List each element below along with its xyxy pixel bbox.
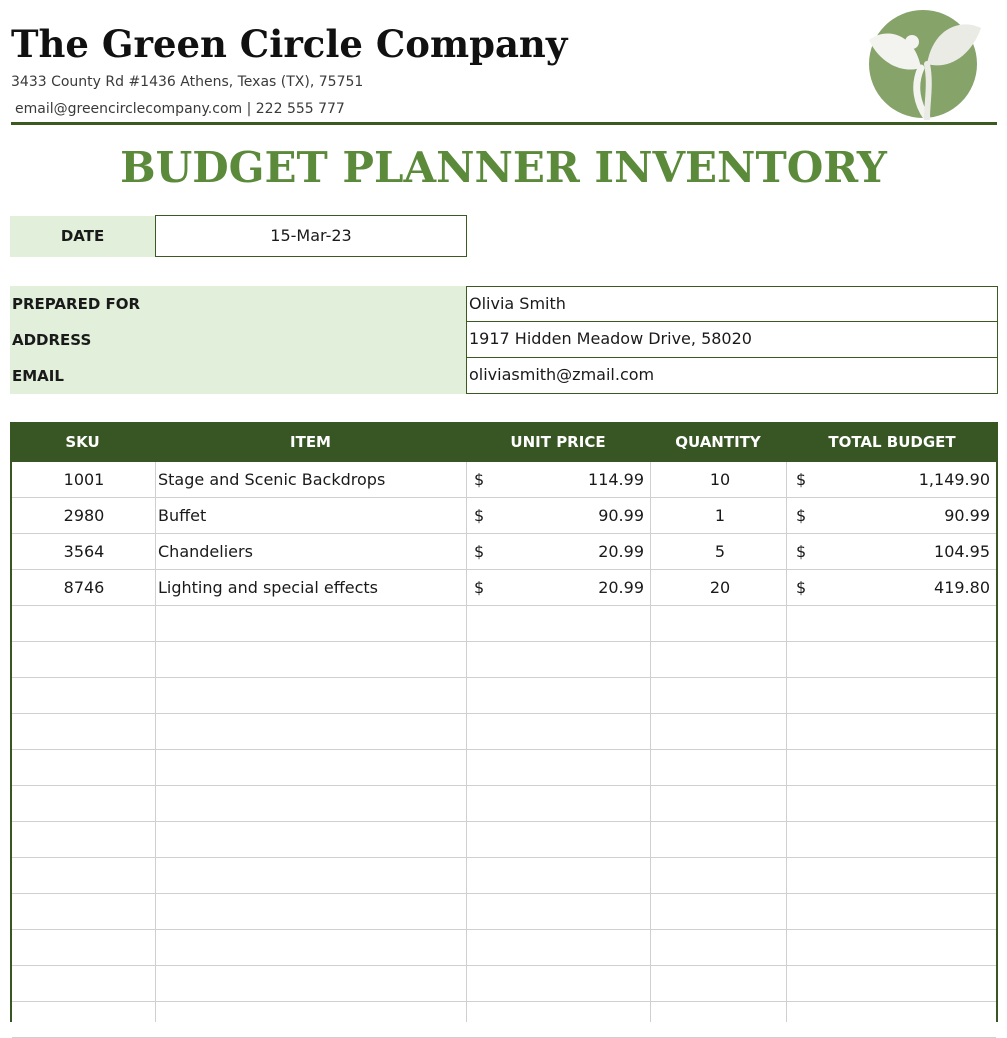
prepared-for-field[interactable]: Olivia Smith — [466, 286, 998, 322]
unit-price-currency-cell[interactable]: $ — [474, 470, 485, 489]
table-row[interactable] — [12, 570, 996, 606]
sku-cell[interactable]: 3564 — [63, 542, 105, 561]
unit-price-currency-cell[interactable]: $ — [474, 578, 485, 597]
budget-table — [10, 462, 998, 1022]
empty-table-row[interactable] — [12, 642, 996, 678]
empty-table-row[interactable] — [12, 714, 996, 750]
company-contact: email@greencirclecompany.com | 222 555 777 — [15, 101, 345, 117]
total-budget-cell[interactable]: 419.80 — [934, 578, 990, 597]
company-address: 3433 County Rd #1436 Athens, Texas (TX), 75751 — [11, 74, 364, 90]
address-field[interactable]: 1917 Hidden Meadow Drive, 58020 — [466, 322, 998, 358]
email-field[interactable]: oliviasmith@zmail.com — [466, 358, 998, 394]
column-header-unit-price[interactable]: UNIT PRICE — [510, 433, 606, 451]
total-budget-currency-cell[interactable]: $ — [796, 470, 807, 489]
address-label: ADDRESS — [10, 322, 466, 358]
unit-price-cell[interactable]: 20.99 — [598, 542, 644, 561]
quantity-cell[interactable]: 10 — [709, 470, 731, 489]
empty-table-row[interactable] — [12, 786, 996, 822]
table-header — [10, 422, 998, 462]
document-title: BUDGET PLANNER INVENTORY — [120, 143, 887, 192]
item-cell[interactable]: Stage and Scenic Backdrops — [158, 470, 386, 489]
sku-cell[interactable]: 2980 — [63, 506, 105, 525]
total-budget-cell[interactable]: 1,149.90 — [918, 470, 990, 489]
leaf-person-logo-icon — [865, 6, 983, 120]
total-budget-cell[interactable]: 90.99 — [944, 506, 990, 525]
total-budget-currency-cell[interactable]: $ — [796, 542, 807, 561]
header-divider — [11, 122, 997, 125]
empty-table-row[interactable] — [12, 822, 996, 858]
sku-cell[interactable]: 8746 — [63, 578, 105, 597]
quantity-cell[interactable]: 20 — [709, 578, 731, 597]
date-label: DATE — [10, 216, 155, 257]
total-budget-currency-cell[interactable]: $ — [796, 578, 807, 597]
empty-table-row[interactable] — [12, 606, 996, 642]
empty-table-row[interactable] — [12, 678, 996, 714]
unit-price-currency-cell[interactable]: $ — [474, 542, 485, 561]
table-row[interactable] — [12, 534, 996, 570]
item-cell[interactable]: Lighting and special effects — [158, 578, 378, 597]
empty-table-row[interactable] — [12, 966, 996, 1002]
empty-table-row[interactable] — [12, 858, 996, 894]
total-budget-currency-cell[interactable]: $ — [796, 506, 807, 525]
column-header-total-budget[interactable]: TOTAL BUDGET — [828, 433, 956, 451]
company-name: The Green Circle Company — [11, 22, 568, 66]
empty-table-row[interactable] — [12, 894, 996, 930]
column-header-quantity[interactable]: QUANTITY — [675, 433, 761, 451]
sku-cell[interactable]: 1001 — [63, 470, 105, 489]
column-header-item[interactable]: ITEM — [290, 433, 331, 451]
table-row[interactable] — [12, 498, 996, 534]
column-header-sku[interactable]: SKU — [65, 433, 100, 451]
empty-table-row[interactable] — [12, 930, 996, 966]
unit-price-cell[interactable]: 114.99 — [588, 470, 644, 489]
item-cell[interactable]: Buffet — [158, 506, 207, 525]
total-budget-cell[interactable]: 104.95 — [934, 542, 990, 561]
quantity-cell[interactable]: 5 — [714, 542, 726, 561]
date-field[interactable]: 15-Mar-23 — [155, 215, 467, 257]
unit-price-cell[interactable]: 20.99 — [598, 578, 644, 597]
quantity-cell[interactable]: 1 — [714, 506, 726, 525]
unit-price-cell[interactable]: 90.99 — [598, 506, 644, 525]
email-label: EMAIL — [10, 358, 466, 394]
item-cell[interactable]: Chandeliers — [158, 542, 253, 561]
unit-price-currency-cell[interactable]: $ — [474, 506, 485, 525]
table-row[interactable] — [12, 462, 996, 498]
empty-table-row[interactable] — [12, 750, 996, 786]
empty-table-row[interactable] — [12, 1002, 996, 1038]
prepared-for-label: PREPARED FOR — [10, 286, 466, 322]
